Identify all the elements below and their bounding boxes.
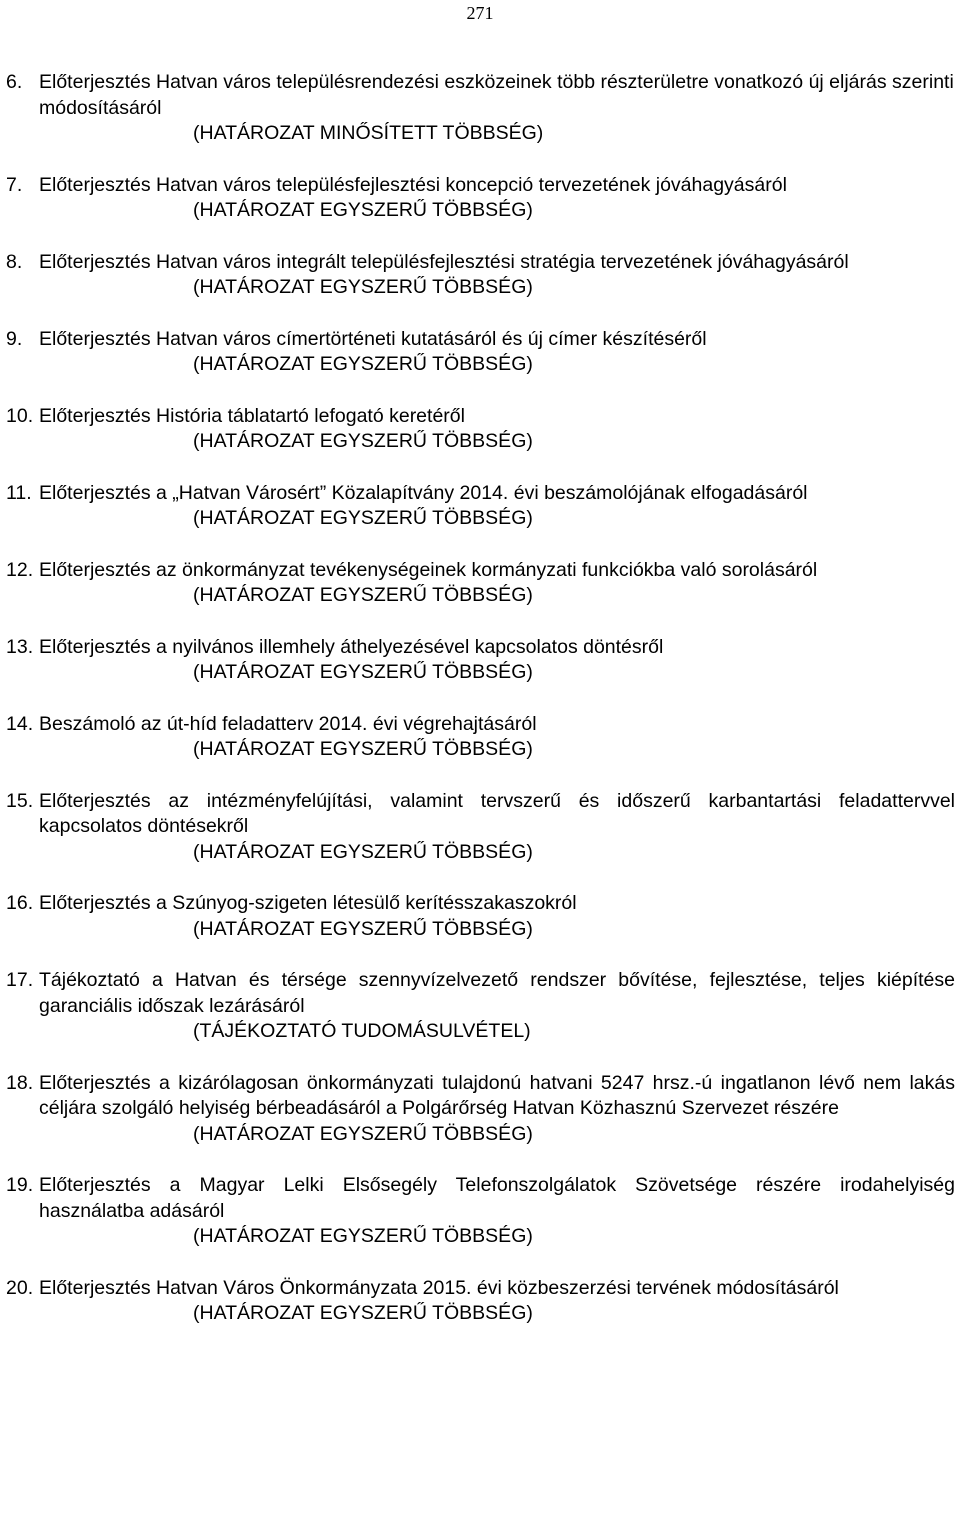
item-decision: (HATÁROZAT EGYSZERŰ TÖBBSÉG)	[193, 738, 533, 760]
agenda-item	[0, 635, 960, 686]
item-decision: (HATÁROZAT EGYSZERŰ TÖBBSÉG)	[193, 507, 533, 529]
item-decision: (HATÁROZAT EGYSZERŰ TÖBBSÉG)	[193, 1225, 533, 1247]
item-title: Előterjesztés a Magyar Lelki Elsősegély Telefonszolgálatok Szövetsége részére irodahelyiség használatba adásáról	[39, 1174, 955, 1222]
item-decision: (HATÁROZAT EGYSZERŰ TÖBBSÉG)	[193, 353, 533, 375]
item-title: Előterjesztés Hatvan Város Önkormányzata 2015. évi közbeszerzési tervének módosításáról	[39, 1276, 839, 1299]
item-decision: (HATÁROZAT EGYSZERŰ TÖBBSÉG)	[193, 1302, 533, 1324]
item-decision: (HATÁROZAT EGYSZERŰ TÖBBSÉG)	[193, 661, 533, 683]
item-decision: (TÁJÉKOZTATÓ TUDOMÁSULVÉTEL)	[193, 1020, 531, 1042]
item-decision: (HATÁROZAT EGYSZERŰ TÖBBSÉG)	[193, 276, 533, 298]
item-number: 10.	[6, 404, 34, 427]
item-title: Előterjesztés a nyilvános illemhely áthelyezésével kapcsolatos döntésről	[39, 635, 664, 658]
item-number: 18.	[6, 1071, 34, 1094]
item-decision: (HATÁROZAT MINŐSÍTETT TÖBBSÉG)	[193, 122, 544, 144]
agenda-item	[0, 173, 960, 224]
item-title: Előterjesztés a „Hatvan Városért” Közalapítvány 2014. évi beszámolójának elfogadásáról	[39, 481, 808, 504]
item-number: 15.	[6, 789, 34, 812]
agenda-item	[0, 70, 960, 147]
item-number: 6.	[6, 71, 23, 93]
item-title: Beszámoló az út-híd feladatterv 2014. évi végrehajtásáról	[39, 712, 537, 735]
item-decision: (HATÁROZAT EGYSZERŰ TÖBBSÉG)	[193, 584, 533, 606]
agenda-item	[0, 968, 960, 1045]
item-title: Előterjesztés Hatvan város integrált településfejlesztési stratégia tervezetének jóváhagyásáról	[39, 250, 849, 273]
item-number: 12.	[6, 558, 34, 581]
agenda-list	[0, 70, 960, 1353]
agenda-item	[0, 1276, 960, 1327]
item-title: Előterjesztés História táblatartó lefogató keretéről	[39, 404, 465, 427]
item-number: 14.	[6, 712, 34, 735]
item-number: 16.	[6, 892, 34, 914]
item-title: Előterjesztés a kizárólagosan önkormányzati tulajdonú hatvani 5247 hrsz.-ú ingatlanon lévő nem lakás céljára szolgáló helyiség bérbeadásáról a Polgárőrség Hatvan Közhasznú Szervezet részére	[39, 1071, 955, 1119]
item-number: 13.	[6, 635, 34, 658]
agenda-item	[0, 404, 960, 455]
item-decision: (HATÁROZAT EGYSZERŰ TÖBBSÉG)	[193, 917, 533, 940]
agenda-item	[0, 558, 960, 609]
agenda-item	[0, 789, 960, 866]
item-title: Előterjesztés az intézményfelújítási, valamint tervszerű és időszerű karbantartási feladattervvel kapcsolatos döntésekről	[39, 789, 955, 837]
agenda-item	[0, 1071, 960, 1148]
item-title: Tájékoztató a Hatvan és térsége szennyvízelvezető rendszer bővítése, fejlesztése, teljes kiépítése garanciális időszak lezárásáról	[39, 969, 955, 1017]
agenda-item	[0, 250, 960, 301]
item-title: Előterjesztés Hatvan város településfejlesztési koncepció tervezetének jóváhagyásáról	[39, 173, 787, 196]
item-title: Előterjesztés az önkormányzat tevékenységeinek kormányzati funkciókba való sorolásáról	[39, 558, 818, 581]
item-decision: (HATÁROZAT EGYSZERŰ TÖBBSÉG)	[193, 1122, 533, 1145]
item-number: 9.	[6, 327, 23, 350]
item-number: 8.	[6, 250, 23, 273]
item-title: Előterjesztés Hatvan város településrendezési eszközeinek több részterületre vonatkozó új eljárás szerinti módosításáról	[39, 71, 954, 119]
agenda-item	[0, 1173, 960, 1250]
page-number: 271	[466, 3, 494, 23]
item-decision: (HATÁROZAT EGYSZERŰ TÖBBSÉG)	[193, 840, 533, 863]
item-number: 11.	[6, 481, 32, 504]
item-title: Előterjesztés Hatvan város címertörténeti kutatásáról és új címer készítéséről	[39, 327, 707, 350]
agenda-item	[0, 712, 960, 763]
item-decision: (HATÁROZAT EGYSZERŰ TÖBBSÉG)	[193, 199, 533, 221]
item-number: 19.	[6, 1174, 34, 1196]
item-title: Előterjesztés a Szúnyog-szigeten létesülő kerítésszakaszokról	[39, 892, 577, 914]
item-number: 20.	[6, 1276, 34, 1299]
agenda-item	[0, 891, 960, 942]
agenda-item	[0, 327, 960, 378]
item-number: 17.	[6, 969, 34, 991]
agenda-item	[0, 481, 960, 532]
item-decision: (HATÁROZAT EGYSZERŰ TÖBBSÉG)	[193, 430, 533, 452]
item-number: 7.	[6, 173, 23, 196]
